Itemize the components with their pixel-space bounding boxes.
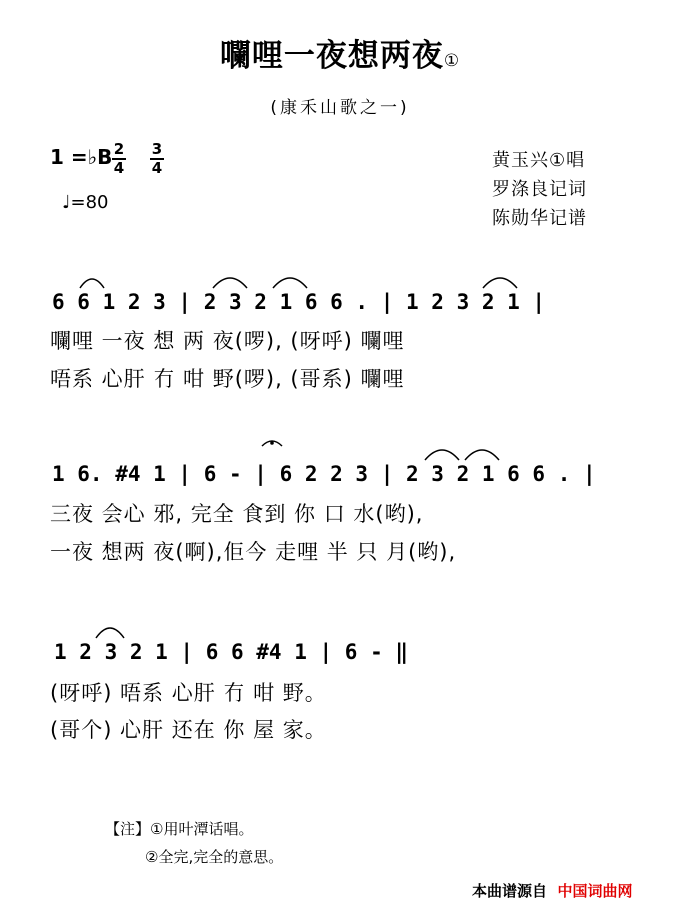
key-signature: 1 =♭B [50,145,113,169]
footer-site-name: 中国词曲网 [557,882,633,900]
footnote-1 [105,818,253,839]
time-sig-numerator: 3 [151,140,163,158]
title-footnote-mark: ① [443,51,461,71]
time-sig-numerator: 2 [113,140,125,158]
footer-source [472,880,632,901]
footer-source-text: 本曲谱源自 [472,882,548,900]
lyrics-line-3-verse-2: (哥个) 心肝 还在 你 屋 家。 [50,718,327,742]
slur-mark [213,278,247,288]
lyrics-line-1-verse-1: 㘓哩 一夜 想 两 夜(啰), (呀呼) 㘓哩 [50,329,405,353]
song-subtitle: (康禾山歌之一) [270,98,410,118]
lyrics-line-2-verse-1: 三夜 会心 邪, 完全 食到 你 口 水(哟), [50,502,424,526]
credit-singer: 黄玉兴①唱 [492,150,586,171]
credit-notation: 陈勋华记谱 [492,208,587,229]
quarter-note-icon: ♩ [62,192,71,213]
credit-lyrics: 罗涤良记词 [492,179,587,200]
slur-mark [483,278,517,288]
lyrics-line-2-verse-2: 一夜 想两 夜(啊),佢今 走哩 半 只 月(哟), [50,540,457,564]
slur-mark [96,628,124,638]
slur-mark [273,278,307,288]
slur-mark [465,450,499,460]
footnote-label: 【注】 [105,820,151,838]
notation-line-2: 1 6. #4 1 | 6 - | 6 2 2 3 | 2 3 2 1 6 6 . | [52,462,596,486]
notation-line-3: 1 2 3 2 1 | 6 6 #4 1 | 6 - ‖ [54,640,409,664]
notation-line-1: 6 6 1 2 3 | 2 3 2 1 6 6 . | 1 2 3 2 1 | [52,290,546,314]
time-sig-denominator: 4 [151,159,163,177]
footnote-item-1: ①用叶潭话唱。 [150,820,254,838]
fermata-dot [270,441,274,445]
slur-mark [80,279,104,288]
lyrics-line-3-verse-1: (呀呼) 唔系 心肝 冇 咁 野。 [50,681,327,705]
footnote-2: ②全完,完全的意思。 [145,848,284,866]
slur-mark [425,450,459,460]
time-sig-denominator: 4 [113,159,125,177]
lyrics-line-1-verse-2: 唔系 心肝 冇 咁 野(啰), (哥系) 㘓哩 [50,367,405,391]
song-title-text: 㘓哩一夜想两夜 [219,38,444,74]
tempo-value: =80 [70,192,109,213]
